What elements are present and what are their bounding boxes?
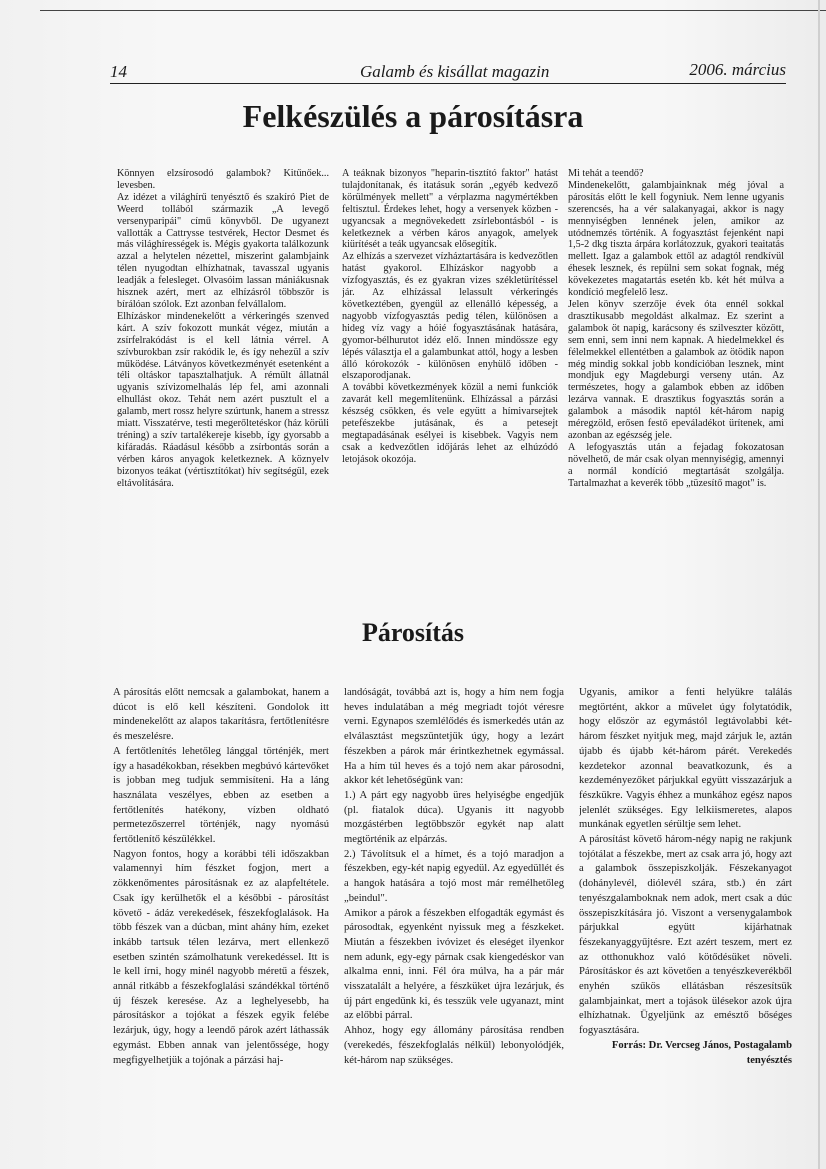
paragraph: A párosítást követő három-négy napig ne rakjunk tojótálat a fészekbe, mert az csak arra jó, hogy azt a galambok összepiszkolják. Fészekanyagot (dohánylevél, diólevél szára, stb.) én zárt tenyészgalamboknak nem adok, mert csak a dúc összepiszkítására jó. Viszont a versenygalambok párjukkal együtt kijárhatnak fészekanyaggyűjtésre. Ezt azért teszem, mert ez az otthonukhoz való kötődésüket növeli. Párosításkor és azt követően a tenyészkeverékből enyhén szűkös ellátásban részesítsük galambjainkat, mert a tojások ülésekor azok újra elhízhatnak. Ügyeljünk az emésztő bőséges fogyasztására. [579,834,792,1037]
article-2-column-1 [113,686,329,1111]
top-rule [40,10,826,11]
paragraph: Elhízáskor mindenekelőtt a vérkeringés szenved kárt. A szív fokozott munkát végez, miután a zsírfelrakódást is el kell látnia vérrel. A szívburokban zsír rakódik le, és így nehezül a szív működése. Látványos következményét esetenként a téli oltáskor tapasztalhatjuk. A rémült állatnál ugyanis szívizomelhalás lép fel, ami azonnali elhullást okoz. Tehát nem azért pusztult el a galamb, mert rossz helyre szúrtunk, hanem a stressz miatt. Visszatérve, testi megerőltetéskor (ház körüli tréning) a szív tartalékereje kisebb, így gyorsabb a kifáradás. Ráadásul később a zsírbontás során a vérben káros anyagok keletkeznek. A köznyelv bizonyos teákat (vértisztítókat) hív segítségül, ezek eltávolítására. [117,310,329,489]
paragraph: A párosítás előtt nemcsak a galambokat, hanem a dúcot is elő kell készíteni. Gondolok itt mindenekelőtt az alapos takarításra, fertőtlenítésre és meszelésre. [113,687,329,743]
article-title-1: Felkészülés a párosításra [242,98,584,134]
paragraph: landóságát, továbbá azt is, hogy a hím nem fogja heves indulatában a még megriadt tojót véresre verni. Egynapos szemlélődés és ismerkedés után az elválasztást megszüntetjük úgy, hogy a lezárt fészekben a párok már érintkezhetnek egymással. Ha a hím túl heves és a tojó nem akar párosodni, akkor két lehetőségünk van: [344,687,564,787]
paragraph: Mindenekelőtt, galambjainknak még jóval a párosítás előtt le kell fogyniuk. Nem lenne ugyanis szerencsés, ha a vér salakanyagai, akkor is nagy mennyiségben lennének jelen, amikor az utódnemzés történik. A fogyasztást fejenként napi 1,5-2 dkg tiszta árpára korlátozzuk, gyakori teaitatás mellett. Igaz a galambok ettől az adagtól rendkívül éhesek lesznek, és repülni sem sokat fognak, még kövekezetes magatartás esetén kb. két hét múlva a kondíció megfelelő lesz. [568,179,784,299]
page-edge [818,0,820,1169]
paragraph: A lefogyasztás után a fejadag fokozatosan növelhető, de már csak olyan mennyiségig, amennyi a normál kondíció megtartását szolgálja. Tartalmazhat a keverék több „tüzesítő magot" is. [568,441,784,489]
paragraph: Könnyen elzsírosodó galambok? Kitűnőek... levesben. [117,168,329,191]
paragraph: A további következmények közül a nemi funkciók zavarát kell megemlítenünk. Elhízással a párzási készség csökken, és vele együtt a hímivarsejtek petefészekbe jutásának, és a petesejt megtapadásának esélyei is kisebbek. Vagyis nem csak a kedvezőtlen időjárás lehet az elhúzódó letojások okozója. [342,382,558,465]
paragraph: Jelen könyv szerzője évek óta ennél sokkal drasztikusabb megoldást alkalmaz. Ez szerint a galambok öt napig, karácsony és szilveszter között, sem enni, sem inni nem kapnak. A hiedelmekkel és félelmekkel ellentétben a galambok az ötödik napon még mindig sokkal jobb kondícióban lesznek, mint mondjuk egy Magdeburgi verseny után. Az természetes, hogy a galambok ebben az időben lezárva vannak. E drasztikus fogyasztás során a galambok a második naptól két-három napig méregzöld, erősen festő epeváladékot ürítenek, ami azonban az egészség jele. [568,298,784,441]
paragraph: Amikor a párok a fészekben elfogadták egymást és párosodtak, egyenként nyissuk meg a fészkeket. Miután a fészekben ivóvizet és eleséget ilyenkor nem adunk, egy-egy párnak csak kiengedéskor van alkalma enni, inni. Fél óra múlva, ha a pár már visszatalált a helyére, a fészküket újra lezárjuk, és új párt engedünk ki, és tesszük vele ugyanazt, mint az előbbi párral. [344,907,564,1022]
article-1-column-2 [342,168,558,590]
paragraph: 1.) A párt egy nagyobb üres helyiségbe engedjük (pl. fiatalok dúca). Ugyanis itt nagyobb mozgástérben legtöbbször egykét nap alatt megtörténik az elpárzás. [344,789,564,846]
paragraph: 2.) Távolítsuk el a hímet, és a tojó maradjon a fészekben, egy-két napig egyedül. Az egyedüllét és a hangok hatására a tojó most már remélhetőleg „beindul". [344,848,564,904]
page-number: 14 [110,62,127,81]
article-1-column-3 [568,168,784,590]
paragraph: Nagyon fontos, hogy a korábbi téli időszakban valamennyi hím fészket fogjon, mert a zökkenőmentes párosításnak ez az alapfeltétele. Csak így kerülhetők el a későbbi - párosítást követő - ádáz verekedések, fészekfoglalások. Ha több fészek van a dúcban, mint ahány hím, ezeket inkább tartsuk télen lezárva, mert ellenkező esetben szintén számolhatunk verekedéssel. Itt is le kell írni, hogy minél nagyobb méretű a fészek, annál ritkább a fészekfoglalási szándékkal történő új fészek keresése. Az a leghelyesebb, ha párosításkor a tojókat a fészek egyik felébe lezárjuk, úgy, hogy a leendő párok azért láthassák egymást. Ebben annak van jelentőssége, hogy megfigyelhetjük a tojónak a párzási haj- [113,848,329,1066]
article-2-column-3 [579,686,792,1111]
paragraph: Az elhízás a szervezet vízháztartására is kedvezőtlen hatást gyakorol. Elhízáskor nagyobb a vízfogyasztás, és ez gyakran vizes székletürítéssel jár. Az elhízással lelassult vérkeringés következtében, gyengül az ellenálló képesség, a nagyobb vízfogyasztás pedig télen, különösen a hideg víz vagy a hóié fogyasztásának hatására, gyomor-bélhurutot idéz elő. Innen mindössze egy lépés választja el a galambunkat attól, hogy a lesben álló kórokozók - különösen enyhülő időben - elszaporodjanak. [342,251,558,382]
paragraph: Ahhoz, hogy egy állomány párosítása rendben (verekedés, fészekfoglalás nélkül) lebonyolódjék, két-három nap szükséges. [344,1025,564,1066]
issue-date: 2006. március [689,60,786,79]
header-rule [110,83,786,84]
article-1-column-1 [117,168,329,590]
article-2-column-2 [344,686,564,1111]
paragraph: A teáknak bizonyos "heparin-tisztító faktor" hatást tulajdonítanak, és itatásuk során „egyéb kedvező körülmények mellett" a vérplazma nagymértékben feltisztul. Érdekes lehet, hogy a versenyek közben - ugyancsak a megnövekedett zsírlebontásból - is keletkeznek a vérben káros anyagok, amelyek kiürítését a teák ugyancsak elősegítik. [342,168,558,251]
paragraph: Az idézet a világhírű tenyésztő és szakíró Piet de Weerd tollából származik „A levegő versenyparipái" című könyvből. De ugyanezt vallották a Cattrysse testvérek, Hector Desmet és más világhírességek is. Mégis gyakorta találkozunk azzal a helytelen nézettel, miszerint galambjaink télen nyugodtan elhízhatnak, tavasszal ugyanis leadják a felesleget. Olvasóim lassan mániákusnak hisznek azért, mert az elhízásról többször is bírálóan szólok. Ezt azonban felvállalom. [117,191,329,310]
source-credit: Forrás: Dr. Vercseg János, Postagalamb tenyésztés [611,1039,792,1066]
paragraph: A fertőtlenítés lehetőleg lánggal történjék, mert így a hasadékokban, résekben megbúvó kártevőket is jobban meg tudjuk semmisíteni. Ha a láng használata veszélyes, ebben az esetben a fertőtlenítés hatékony, vízben oldható permetezőszerrel történjék, nagy nyomású fertőtlenítő készülékkel. [113,745,329,846]
page-header [110,58,786,84]
paragraph: Mi tehát a teendő? [568,168,644,179]
paragraph: Ugyanis, amikor a fenti helyükre találás megtörtént, akkor a művelet úgy folytatódik, hogy először az egymástól legtávolabbi két-három fészket nyitjuk meg, majd zárjuk le, aztán újabb és újabb két-három párét. Verekedés kezdetekor azonnal beavatkozunk, és a kezdeményezőket párjukkal együtt visszazárjuk a fészkükre. Vagyis éhhez a munkához egész napos jelenlét szükséges. Egy lelkiismeretes, alapos munkának egyetlen sérültje sem lehet. [579,687,792,831]
article-title-2: Párosítás [361,618,465,647]
magazine-title: Galamb és kisállat magazin [360,62,550,81]
